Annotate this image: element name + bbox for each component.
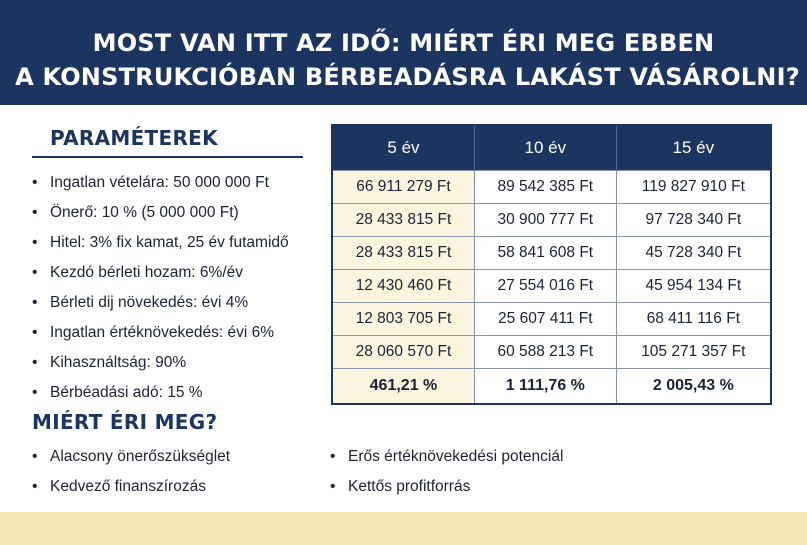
table-cell: 25 607 411 Ft: [474, 303, 616, 336]
parameter-text: Bérbéadási adó: 15 %: [50, 384, 203, 401]
table-cell: 45 728 340 Ft: [616, 237, 771, 270]
parameters-divider: [32, 156, 303, 158]
table-row: [332, 237, 771, 270]
bullet-icon: •: [330, 478, 336, 495]
column-header-15-years: 15 év: [616, 125, 771, 171]
bullet-icon: •: [32, 264, 38, 281]
table-cell: 45 954 134 Ft: [616, 270, 771, 303]
table-row: [332, 270, 771, 303]
footer-band: [0, 512, 807, 545]
bullet-icon: •: [32, 174, 38, 191]
table-cell: 89 542 385 Ft: [474, 171, 616, 204]
column-header-10-years: 10 év: [474, 125, 616, 171]
table-cell: 58 841 608 Ft: [474, 237, 616, 270]
bullet-icon: •: [32, 478, 38, 495]
parameter-item: [32, 168, 327, 198]
why-list-left: [32, 442, 230, 502]
column-header-5-years: 5 év: [332, 125, 474, 171]
bullet-icon: •: [32, 324, 38, 341]
total-cell: 1 111,76 %: [474, 369, 616, 405]
list-item: [32, 472, 230, 502]
parameters-heading: PARAMÉTEREK: [50, 126, 218, 150]
table-cell: 12 430 460 Ft: [332, 270, 474, 303]
table-row: [332, 171, 771, 204]
bullet-icon: •: [32, 234, 38, 251]
list-item: [32, 442, 230, 472]
table-header-row: [332, 125, 771, 171]
bullet-icon: •: [32, 448, 38, 465]
why-list-right: [330, 442, 563, 502]
table-cell: 60 588 213 Ft: [474, 336, 616, 369]
parameter-text: Önerő: 10 % (5 000 000 Ft): [50, 204, 239, 221]
parameter-text: Ingatlan értéknövekedés: évi 6%: [50, 324, 275, 341]
why-text: Erős értéknövekedési potenciál: [348, 448, 564, 465]
parameter-text: Kihasználtság: 90%: [50, 354, 187, 371]
bullet-icon: •: [32, 354, 38, 371]
page-header: [0, 0, 807, 105]
list-item: [330, 472, 563, 502]
parameter-item: [32, 318, 327, 348]
table-row: [332, 204, 771, 237]
table-row: [332, 336, 771, 369]
table-cell: 28 060 570 Ft: [332, 336, 474, 369]
parameter-text: Kezdó bérleti hozam: 6%/év: [50, 264, 243, 281]
header-title-line-1: MOST VAN ITT AZ IDŐ: MIÉRT ÉRI MEG EBBEN: [92, 29, 715, 57]
parameter-item: [32, 378, 327, 408]
parameter-text: Hitel: 3% fix kamat, 25 év futamidő: [50, 234, 289, 251]
table-cell: 27 554 016 Ft: [474, 270, 616, 303]
parameter-item: [32, 228, 327, 258]
parameter-item: [32, 258, 327, 288]
why-text: Alacsony önerőszükséglet: [50, 448, 231, 465]
parameters-list: [32, 168, 327, 408]
table-cell: 119 827 910 Ft: [616, 171, 771, 204]
total-cell: 2 005,43 %: [616, 369, 771, 405]
why-heading: MIÉRT ÉRI MEG?: [32, 410, 218, 434]
total-cell: 461,21 %: [332, 369, 474, 405]
table-cell: 97 728 340 Ft: [616, 204, 771, 237]
results-table: [331, 124, 772, 405]
bullet-icon: •: [32, 294, 38, 311]
bullet-icon: •: [32, 204, 38, 221]
parameter-text: Bérleti dij növekedés: évi 4%: [50, 294, 249, 311]
why-text: Kettős profitforrás: [348, 478, 471, 495]
header-title-line-2: A KONSTRUKCIÓBAN BÉRBEADÁSRA LAKÁST VÁSÁROLNI?: [15, 63, 800, 91]
table-cell: 68 411 116 Ft: [616, 303, 771, 336]
why-text: Kedvező finanszírozás: [50, 478, 206, 495]
parameter-item: [32, 198, 327, 228]
table-cell: 28 433 815 Ft: [332, 237, 474, 270]
table-cell: 105 271 357 Ft: [616, 336, 771, 369]
table-row: [332, 303, 771, 336]
table-total-row: [332, 369, 771, 405]
parameter-text: Ingatlan vételára: 50 000 000 Ft: [50, 174, 269, 191]
list-item: [330, 442, 563, 472]
bullet-icon: •: [32, 384, 38, 401]
parameter-item: [32, 348, 327, 378]
parameter-item: [32, 288, 327, 318]
table-cell: 66 911 279 Ft: [332, 171, 474, 204]
bullet-icon: •: [330, 448, 336, 465]
table-cell: 12 803 705 Ft: [332, 303, 474, 336]
table-cell: 30 900 777 Ft: [474, 204, 616, 237]
table-cell: 28 433 815 Ft: [332, 204, 474, 237]
